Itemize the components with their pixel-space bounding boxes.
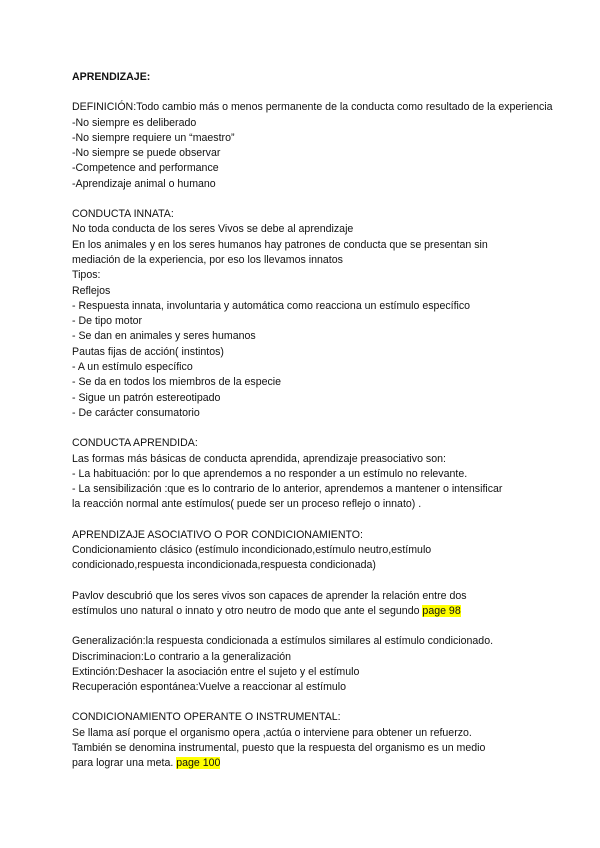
learned-line: Las formas más básicas de conducta aprendida, aprendizaje preasociativo son: [72,452,446,465]
page-ref-highlight: page 98 [422,604,461,617]
innate-line: Tipos: [72,269,101,282]
pavlov-line [72,604,542,619]
associative-line: Condicionamiento clásico (estímulo incondicionado,estímulo neutro,estímulo [72,544,432,557]
definition-item: -No siempre es deliberado [72,116,197,129]
concept-line: Extinción:Deshacer la asociación entre el sujeto y el estímulo [72,665,360,678]
learned-line: - La habituación: por lo que aprendemos a no responder a un estímulo no relevante. [72,467,468,480]
concept-line: Generalización:la respuesta condicionada a estímulos similares al estímulo condicionado. [72,635,494,648]
definition-heading: DEFINICIÓN: [72,101,137,114]
innate-line: - De tipo motor [72,315,143,328]
innate-line: - Se dan en animales y seres humanos [72,330,256,343]
definition-item: -Competence and performance [72,162,219,175]
concepts-section [72,634,542,695]
innate-section [72,207,542,421]
associative-line: condicionado,respuesta incondicionada,respuesta condicionada) [72,559,376,572]
associative-heading: APRENDIZAJE ASOCIATIVO O POR CONDICIONAMIENTO: [72,528,363,541]
operant-line: Se llama así porque el organismo opera ,actúa o interviene para obtener un refuerzo. [72,726,472,739]
innate-line: - Se da en todos los miembros de la especie [72,376,282,389]
innate-heading: CONDUCTA INNATA: [72,208,174,221]
innate-line: mediación de la experiencia, por eso los llevamos innatos [72,253,343,266]
definition-section [72,100,553,192]
innate-line: Reflejos [72,284,111,297]
operant-heading: CONDICIONAMIENTO OPERANTE O INSTRUMENTAL: [72,711,341,724]
pavlov-text: estímulos uno natural o innato y otro neutro de modo que ante el segundo [72,604,423,617]
document-title: APRENDIZAJE: [72,71,151,83]
definition-item: -No siempre se puede observar [72,147,221,160]
concept-line: Recuperación espontánea:Vuelve a reaccionar al estímulo [72,681,347,694]
concept-line: Discriminacion:Lo contrario a la generalización [72,650,292,663]
operant-line [72,756,542,771]
definition-item: -No siempre requiere un “maestro” [72,131,235,144]
learned-line: - La sensibilización :que es lo contrario de lo anterior, aprendemos a mantener o intensificar [72,483,503,496]
innate-line: - De carácter consumatorio [72,406,200,419]
definition-text: Todo cambio más o menos permanente de la conducta como resultado de la experiencia [136,101,553,114]
definition-item: -Aprendizaje animal o humano [72,177,216,190]
innate-line: - Respuesta innata, involuntaria y automática como reacciona un estímulo específico [72,299,471,312]
learned-line: la reacción normal ante estímulos( puede ser un proceso reflejo o innato) . [72,498,422,511]
pavlov-line: Pavlov descubrió que los seres vivos son capaces de aprender la relación entre dos [72,589,467,602]
innate-line: En los animales y en los seres humanos hay patrones de conducta que se presentan sin [72,238,488,251]
innate-line: - A un estímulo específico [72,361,193,374]
innate-line: Pautas fijas de acción( instintos) [72,345,224,358]
document-page [72,70,553,787]
associative-section [72,528,542,574]
definition-line [72,100,553,115]
pavlov-section [72,589,542,620]
operant-text: para lograr una meta. [72,757,177,770]
innate-line: - Sigue un patrón estereotipado [72,391,221,404]
operant-section [72,710,542,771]
learned-heading: CONDUCTA APRENDIDA: [72,437,198,450]
innate-line: No toda conducta de los seres Vivos se debe al aprendizaje [72,223,354,236]
operant-line: También se denomina instrumental, puesto que la respuesta del organismo es un medio [72,741,486,754]
learned-section [72,436,542,512]
page-ref-highlight: page 100 [176,757,221,770]
